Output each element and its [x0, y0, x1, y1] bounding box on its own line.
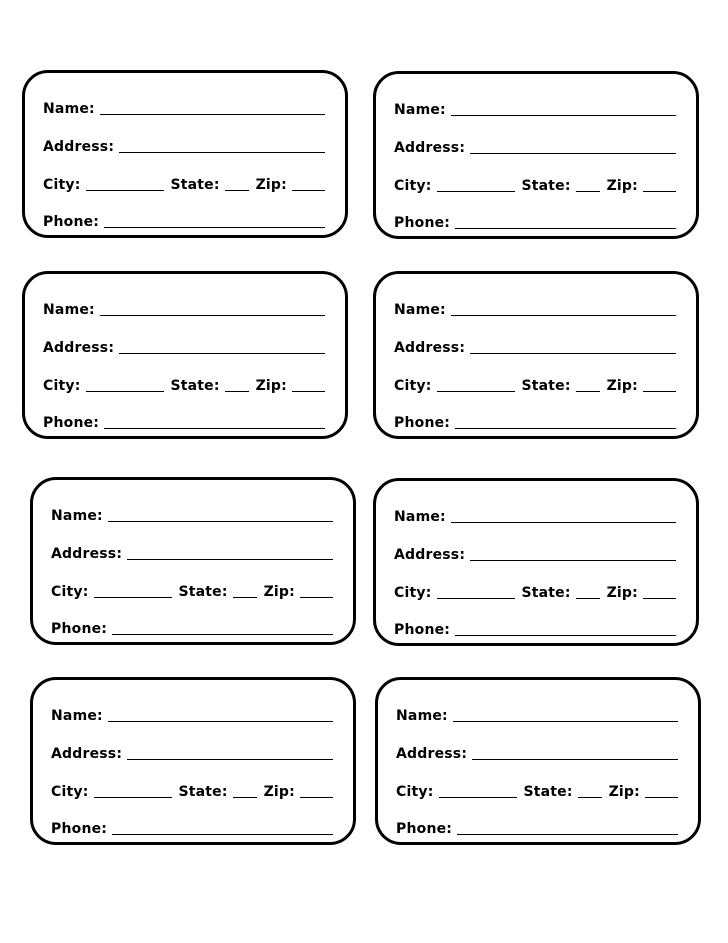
address-blank[interactable]: [127, 759, 333, 760]
zip-label: Zip:: [255, 177, 287, 193]
zip-blank[interactable]: [300, 797, 333, 798]
address-row: [394, 543, 676, 563]
phone-row: [394, 618, 676, 638]
city-blank[interactable]: [437, 191, 516, 192]
name-row: [396, 704, 678, 724]
state-blank[interactable]: [225, 190, 249, 191]
name-label: Name:: [394, 509, 446, 525]
name-blank[interactable]: [453, 721, 678, 722]
state-blank[interactable]: [233, 797, 257, 798]
phone-label: Phone:: [394, 622, 451, 638]
city-label: City:: [51, 584, 89, 600]
name-blank[interactable]: [108, 521, 333, 522]
phone-row: [396, 817, 678, 837]
zip-label: Zip:: [606, 178, 638, 194]
label-card-1: [22, 70, 348, 238]
city-state-zip-row: [396, 780, 678, 800]
phone-row: [43, 411, 325, 431]
address-blank[interactable]: [119, 152, 325, 153]
phone-blank[interactable]: [457, 834, 678, 835]
name-blank[interactable]: [108, 721, 333, 722]
address-row: [51, 742, 333, 762]
name-row: [394, 98, 676, 118]
zip-label: Zip:: [606, 378, 638, 394]
phone-label: Phone:: [43, 214, 100, 230]
state-label: State:: [178, 584, 228, 600]
address-row: [43, 135, 325, 155]
zip-blank[interactable]: [643, 391, 676, 392]
address-blank[interactable]: [119, 353, 325, 354]
address-blank[interactable]: [470, 153, 676, 154]
address-row: [396, 742, 678, 762]
name-row: [51, 504, 333, 524]
label-card-5: [30, 477, 356, 645]
address-row: [43, 336, 325, 356]
address-label: Address:: [43, 139, 115, 155]
address-label: Address:: [394, 547, 466, 563]
address-label: Address:: [396, 746, 468, 762]
state-blank[interactable]: [225, 391, 249, 392]
phone-row: [394, 211, 676, 231]
phone-row: [51, 817, 333, 837]
phone-blank[interactable]: [455, 428, 676, 429]
address-label: Address:: [394, 340, 466, 356]
city-blank[interactable]: [437, 598, 516, 599]
address-row: [394, 336, 676, 356]
phone-row: [394, 411, 676, 431]
address-label: Address:: [51, 546, 123, 562]
state-label: State:: [521, 585, 571, 601]
name-row: [51, 704, 333, 724]
city-blank[interactable]: [86, 190, 165, 191]
state-label: State:: [521, 178, 571, 194]
zip-label: Zip:: [263, 784, 295, 800]
name-blank[interactable]: [100, 114, 325, 115]
state-label: State:: [170, 177, 220, 193]
name-label: Name:: [43, 101, 95, 117]
phone-label: Phone:: [394, 415, 451, 431]
name-label: Name:: [394, 102, 446, 118]
label-card-4: [373, 271, 699, 439]
label-card-3: [22, 271, 348, 439]
state-blank[interactable]: [233, 597, 257, 598]
state-blank[interactable]: [576, 191, 600, 192]
phone-blank[interactable]: [455, 635, 676, 636]
zip-blank[interactable]: [292, 190, 325, 191]
city-blank[interactable]: [437, 391, 516, 392]
phone-blank[interactable]: [455, 228, 676, 229]
label-card-6: [373, 478, 699, 646]
state-label: State:: [523, 784, 573, 800]
state-blank[interactable]: [576, 391, 600, 392]
address-label: Address:: [394, 140, 466, 156]
city-state-zip-row: [51, 780, 333, 800]
name-label: Name:: [394, 302, 446, 318]
address-label: Address:: [51, 746, 123, 762]
name-label: Name:: [51, 708, 103, 724]
name-blank[interactable]: [100, 315, 325, 316]
label-card-7: [30, 677, 356, 845]
city-state-zip-row: [394, 581, 676, 601]
name-label: Name:: [396, 708, 448, 724]
zip-label: Zip:: [606, 585, 638, 601]
phone-row: [51, 617, 333, 637]
city-state-zip-row: [394, 374, 676, 394]
address-blank[interactable]: [472, 759, 678, 760]
address-blank[interactable]: [127, 559, 333, 560]
name-row: [394, 505, 676, 525]
name-label: Name:: [51, 508, 103, 524]
zip-blank[interactable]: [292, 391, 325, 392]
phone-blank[interactable]: [104, 227, 325, 228]
city-label: City:: [43, 378, 81, 394]
state-label: State:: [170, 378, 220, 394]
name-blank[interactable]: [451, 522, 676, 523]
zip-label: Zip:: [263, 584, 295, 600]
city-label: City:: [43, 177, 81, 193]
city-state-zip-row: [394, 174, 676, 194]
address-row: [394, 136, 676, 156]
city-label: City:: [51, 784, 89, 800]
zip-blank[interactable]: [643, 598, 676, 599]
phone-label: Phone:: [394, 215, 451, 231]
state-label: State:: [178, 784, 228, 800]
name-label: Name:: [43, 302, 95, 318]
city-blank[interactable]: [94, 597, 173, 598]
zip-blank[interactable]: [643, 191, 676, 192]
zip-blank[interactable]: [645, 797, 678, 798]
name-blank[interactable]: [451, 315, 676, 316]
phone-label: Phone:: [51, 821, 108, 837]
address-row: [51, 542, 333, 562]
name-blank[interactable]: [451, 115, 676, 116]
state-blank[interactable]: [576, 598, 600, 599]
city-state-zip-row: [43, 374, 325, 394]
city-label: City:: [394, 178, 432, 194]
label-card-8: [375, 677, 701, 845]
phone-label: Phone:: [43, 415, 100, 431]
city-label: City:: [396, 784, 434, 800]
city-state-zip-row: [43, 173, 325, 193]
address-blank[interactable]: [470, 353, 676, 354]
phone-label: Phone:: [396, 821, 453, 837]
state-label: State:: [521, 378, 571, 394]
phone-label: Phone:: [51, 621, 108, 637]
name-row: [43, 298, 325, 318]
phone-row: [43, 210, 325, 230]
name-row: [43, 97, 325, 117]
zip-blank[interactable]: [300, 597, 333, 598]
city-label: City:: [394, 378, 432, 394]
state-blank[interactable]: [578, 797, 602, 798]
city-blank[interactable]: [94, 797, 173, 798]
city-blank[interactable]: [439, 797, 518, 798]
city-blank[interactable]: [86, 391, 165, 392]
zip-label: Zip:: [255, 378, 287, 394]
zip-label: Zip:: [608, 784, 640, 800]
phone-blank[interactable]: [112, 834, 333, 835]
phone-blank[interactable]: [104, 428, 325, 429]
address-label: Address:: [43, 340, 115, 356]
name-row: [394, 298, 676, 318]
label-card-2: [373, 71, 699, 239]
address-blank[interactable]: [470, 560, 676, 561]
phone-blank[interactable]: [112, 634, 333, 635]
city-label: City:: [394, 585, 432, 601]
city-state-zip-row: [51, 580, 333, 600]
